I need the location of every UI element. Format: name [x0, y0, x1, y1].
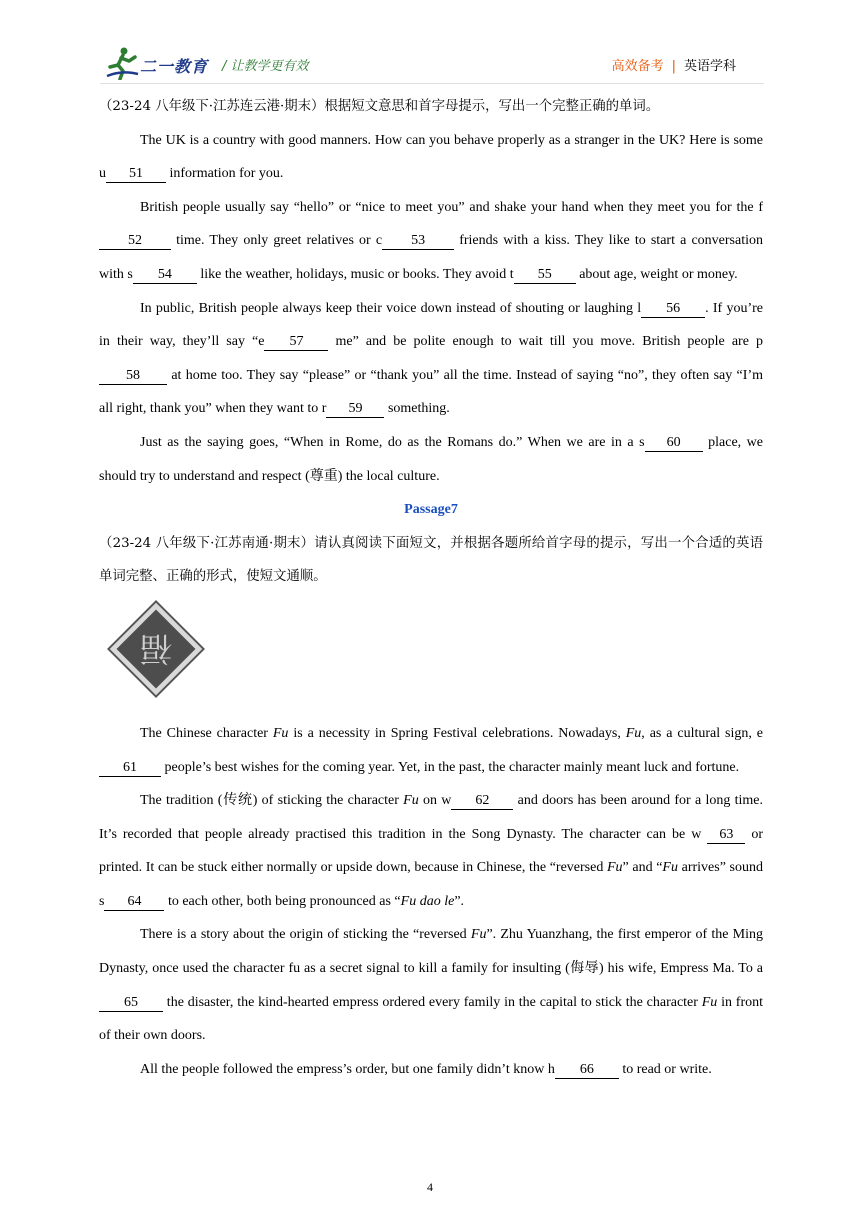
runner-logo-icon: [104, 46, 140, 85]
fu-glyph: 福: [139, 629, 173, 668]
blank-63[interactable]: 63: [707, 827, 745, 844]
document-body: [99, 90, 763, 1086]
slogan: / 让教学更有效: [222, 59, 309, 74]
blank-60[interactable]: 60: [645, 435, 703, 452]
blank-53[interactable]: 53: [382, 233, 454, 250]
passage7-title: Passage7: [404, 502, 458, 518]
header-label-exam: 高效备考: [611, 59, 664, 74]
passage6-paragraph-4: Just as the saying goes, “When in Rome, do as the Romans do.” When we are in a s 60 place, we should try to understand and respect (尊重) the local culture.: [99, 434, 764, 484]
blank-59[interactable]: 59: [326, 401, 384, 418]
fu-character-image: [99, 594, 763, 717]
header-subject: [612, 55, 736, 74]
blank-61[interactable]: 61: [99, 760, 161, 777]
passage6-paragraph-2: British people usually say “hello” or “nice to meet you” and shake your hand when they meet you for the f52 time. They only greet relatives or c 53 friends with a kiss. They like to start a conversation with s 54 like the weather, holidays, music or books. They avoid t 55 about age, weight or money.: [99, 199, 763, 282]
passage6-instruction: （23-24 八年级下·江苏连云港·期末）根据短文意思和首字母提示，写出一个完整正确的单词。: [99, 99, 660, 114]
passage7-paragraph-4: All the people followed the empress’s order, but one family didn’t know h 66 to read or write.: [140, 1061, 712, 1077]
passage7-instruction: （23-24 八年级下·江苏南通·期末）请认真阅读下面短文，并根据各题所给首字母的提示，写出一个合适的英语单词完整、正确的形式，使短文通顺。: [99, 535, 763, 585]
passage6-paragraph-1: The UK is a country with good manners. How can you behave properly as a stranger in the UK? Here is some u 51 information for you.: [99, 132, 763, 182]
blank-64[interactable]: 64: [104, 894, 164, 911]
blank-58[interactable]: 58: [99, 368, 167, 385]
header-separator: |: [671, 59, 676, 74]
page-number: 4: [427, 1180, 433, 1194]
header-divider: [100, 83, 764, 84]
blank-66[interactable]: 66: [555, 1062, 619, 1079]
passage7-paragraph-1: The Chinese character Fu is a necessity in Spring Festival celebrations. Nowadays, Fu, as a cultural sign, e61 people’s best wishes for the coming year. Yet, in the past, the character mainly meant luck and fortune.: [99, 717, 763, 784]
passage6-paragraph-3: In public, British people always keep their voice down instead of shouting or laughing l 56 . If you’re in their way, they’ll say “e 57 me” and be polite enough to wait till you move. British people are p58 at home too. They say “please” or “thank you” all the time. Instead of saying “no”, they often say “I’m all right, thank you” when they want to r 59 something.: [99, 300, 763, 417]
passage7-paragraph-3: There is a story about the origin of sticking the “reversed Fu”. Zhu Yuanzhang, the first emperor of the Ming Dynasty, once used the character fu as a secret signal to kill a family for insulting (侮辱) his wife, Empress Ma. To a65 the disaster, the kind-hearted empress ordered every family in the capital to stick the character Fu in front of their own doors.: [99, 927, 763, 1044]
blank-54[interactable]: 54: [133, 267, 197, 284]
blank-55[interactable]: 55: [514, 267, 576, 284]
page-header: [100, 46, 764, 84]
passage7-paragraph-2: The tradition (传统) of sticking the character Fu on w 62 and doors has been around for a long time. It’s recorded that people already practised this tradition in the Song Dynasty. The character can be w 63 or printed. It can be stuck either normally or upside down, because in Chinese, the “reversed Fu” and “Fu arrives” sound s 64 to each other, both being pronounced as “Fu dao le”.: [99, 793, 763, 909]
blank-65[interactable]: 65: [99, 995, 163, 1012]
blank-51[interactable]: 51: [106, 166, 166, 183]
blank-62[interactable]: 62: [451, 793, 513, 810]
blank-57[interactable]: 57: [264, 334, 328, 351]
blank-52[interactable]: 52: [99, 233, 171, 250]
header-label-subject: 英语学科: [683, 59, 736, 74]
logo-text: 二一教育: [140, 57, 209, 76]
blank-56[interactable]: 56: [641, 301, 705, 318]
